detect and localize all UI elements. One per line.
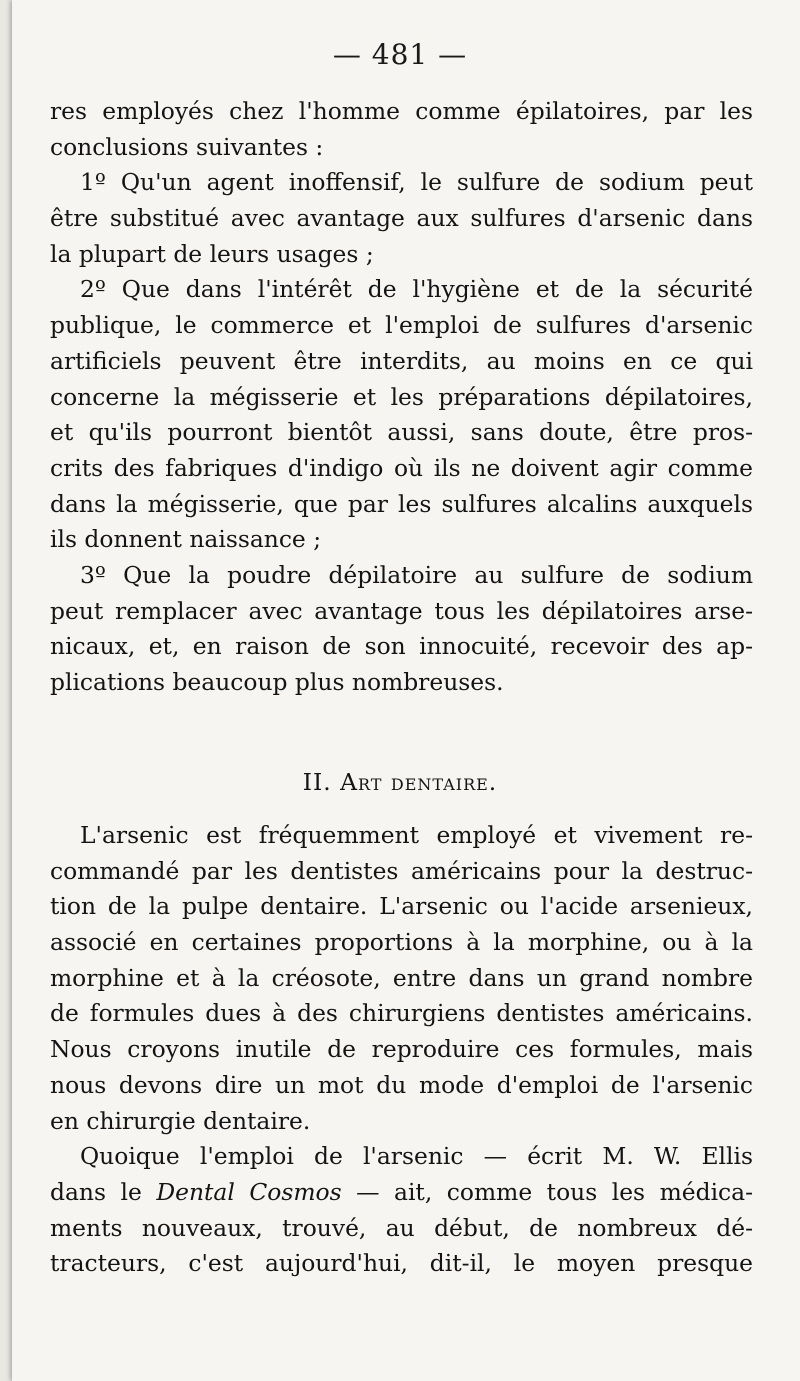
- paragraph-conclusions: [50, 94, 753, 701]
- page-number: — 481 —: [332, 38, 468, 71]
- text-line: nicaux, et, en raison de son innocuité, recevoir des ap-: [50, 632, 753, 661]
- text-line: nous devons dire un mot du mode d'emploi de l'arsenic: [50, 1070, 753, 1099]
- text-line: de formules dues à des chirurgiens dentistes américains.: [50, 999, 753, 1028]
- text-line: tion de la pulpe dentaire. L'arsenic ou l'acide arsenieux,: [50, 892, 753, 921]
- text-line: être substitué avec avantage aux sulfures d'arsenic dans: [50, 204, 753, 233]
- text-line: commandé par les dentistes américains pour la destruc-: [50, 856, 753, 885]
- text-line: ments nouveaux, trouvé, au début, de nombreux dé-: [50, 1213, 753, 1242]
- text-fragment: — ait, comme tous les médica-: [341, 1177, 753, 1206]
- text-line: 1º Qu'un agent inoffensif, le sulfure de sodium peut: [80, 168, 753, 197]
- text-line: 2º Que dans l'intérêt de l'hygiène et de la sécurité: [80, 275, 753, 304]
- paragraph-art-dentaire: [50, 818, 753, 1282]
- text-line: dans la mégisserie, que par les sulfures alcalins auxquels: [50, 489, 753, 518]
- text-fragment: dans le: [50, 1177, 157, 1206]
- text-line: Quoique l'emploi de l'arsenic — écrit M. W. Ellis: [80, 1142, 753, 1171]
- text-line: [50, 1175, 753, 1211]
- text-line: concerne la mégisserie et les préparations dépilatoires,: [50, 382, 753, 411]
- journal-title: Dental Cosmos: [156, 1177, 342, 1206]
- text-line: publique, le commerce et l'emploi de sulfures d'arsenic: [50, 311, 753, 340]
- section-title: Art dentaire.: [340, 768, 498, 796]
- text-line: conclusions suivantes :: [50, 132, 324, 161]
- section-number: II.: [302, 768, 332, 796]
- text-line: tracteurs, c'est aujourd'hui, dit-il, le moyen presque: [50, 1249, 753, 1278]
- text-line: Nous croyons inutile de reproduire ces formules, mais: [50, 1035, 753, 1064]
- text-line: morphine et à la créosote, entre dans un grand nombre: [50, 963, 753, 992]
- text-line: peut remplacer avec avantage tous les dépilatoires arse-: [50, 596, 753, 625]
- text-line: ils donnent naissance ;: [50, 525, 322, 554]
- text-line: en chirurgie dentaire.: [50, 1106, 311, 1135]
- text-line: associé en certaines proportions à la morphine, ou à la: [50, 928, 753, 957]
- text-line: la plupart de leurs usages ;: [50, 239, 374, 268]
- text-line: et qu'ils pourront bientôt aussi, sans doute, être pros-: [50, 418, 753, 447]
- text-line: L'arsenic est fréquemment employé et vivement re-: [80, 821, 753, 849]
- section-heading: [0, 768, 800, 796]
- text-line: plications beaucoup plus nombreuses.: [50, 668, 504, 696]
- text-line: res employés chez l'homme comme épilatoires, par les: [50, 97, 753, 125]
- text-line: crits des fabriques d'indigo où ils ne doivent agir comme: [50, 453, 753, 482]
- text-line: artificiels peuvent être interdits, au moins en ce qui: [50, 346, 753, 375]
- text-line: 3º Que la poudre dépilatoire au sulfure de sodium: [80, 560, 753, 589]
